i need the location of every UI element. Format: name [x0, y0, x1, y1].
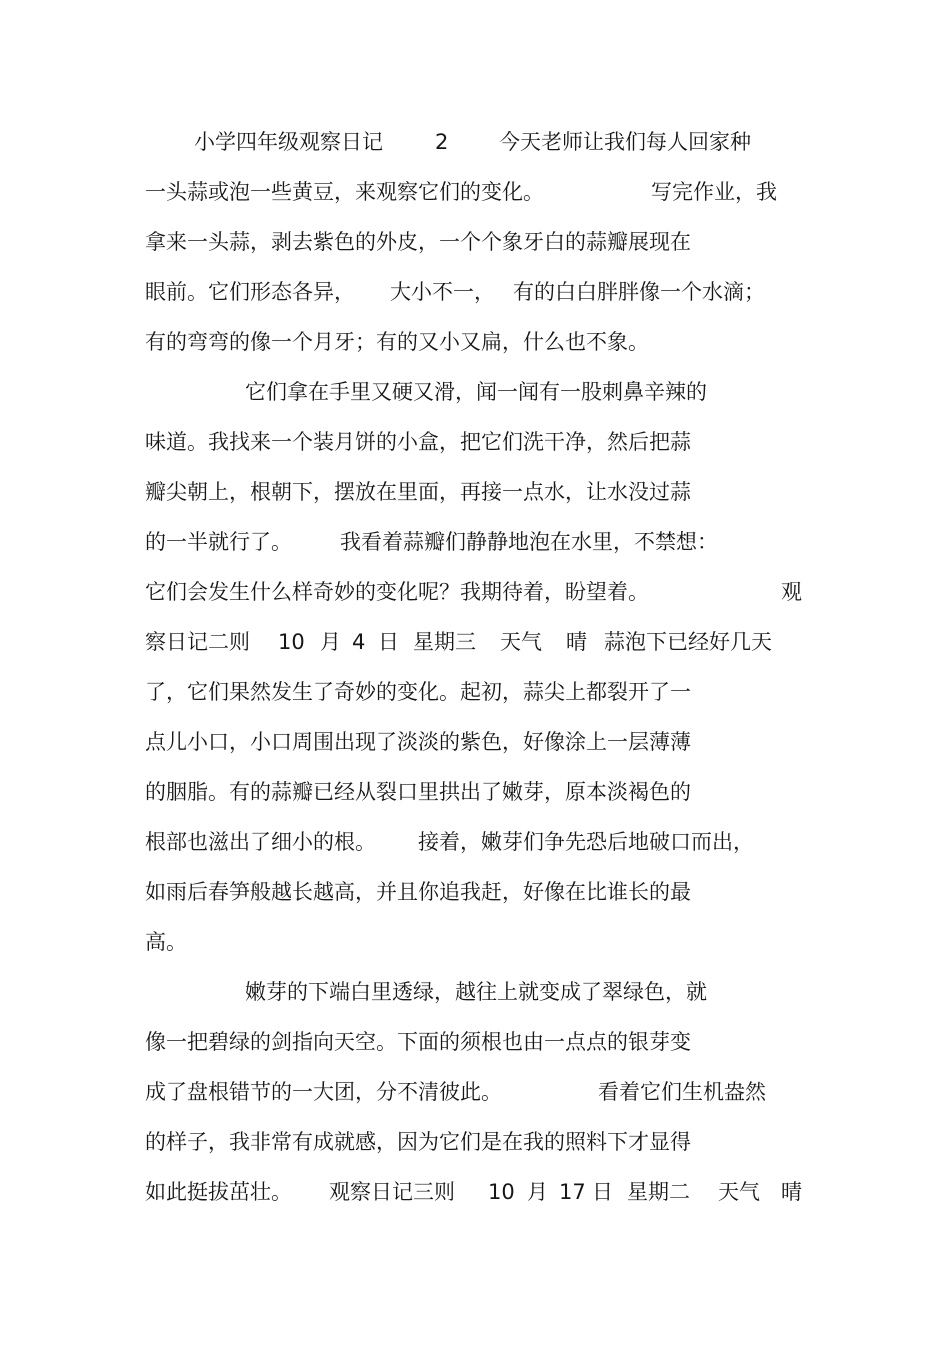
- text-segment: 根部也滋出了细小的根。: [145, 830, 376, 854]
- text-segment: 接着，嫩芽们争先恐后地破口而出，: [418, 830, 754, 854]
- text-segment: 像一把碧绿的剑指向天空。下面的须根也由一点点的银芽变: [145, 1030, 691, 1054]
- text-segment: 小学四年级观察日记: [194, 130, 383, 154]
- text-segment: 如雨后春笋般越长越高，并且你追我赶，好像在比谁长的最: [145, 880, 691, 904]
- text-segment: 了，它们果然发生了奇妙的变化。起初，蒜尖上都裂开了一: [145, 680, 691, 704]
- text-segment: 嫩芽的下端白里透绿，越往上就变成了翠绿色，就: [245, 980, 707, 1004]
- text-segment: 星期二: [627, 1180, 690, 1204]
- text-segment: 它们拿在手里又硬又滑，闻一闻有一股刺鼻辛辣的: [245, 380, 707, 404]
- text-segment: 17: [559, 1180, 586, 1204]
- text-segment: 成了盘根错节的一大团，分不清彼此。: [145, 1080, 502, 1104]
- text-segment: 晴: [566, 630, 587, 654]
- text-segment: 高。: [145, 930, 187, 954]
- text-segment: 有的白白胖胖像一个水滴；: [513, 280, 765, 304]
- text-segment: 我看着蒜瓣们静静地泡在水里，不禁想：: [340, 530, 718, 554]
- text-segment: 观: [781, 580, 802, 604]
- text-segment: 观察日记三则: [329, 1180, 455, 1204]
- text-segment: 的胭脂。有的蒜瓣已经从裂口里拱出了嫩芽，原本淡褐色的: [145, 780, 691, 804]
- text-segment: 日: [378, 630, 399, 654]
- text-segment: 10: [488, 1180, 515, 1204]
- text-segment: 瓣尖朝上，根朝下，摆放在里面，再接一点水，让水没过蒜: [145, 480, 691, 504]
- text-segment: 2: [435, 130, 449, 154]
- text-segment: 大小不一，: [390, 280, 495, 304]
- text-segment: 有的弯弯的像一个月牙；有的又小又扁，什么也不象。: [145, 330, 649, 354]
- text-segment: 天气: [500, 630, 542, 654]
- text-segment: 拿来一头蒜，剥去紫色的外皮，一个个象牙白的蒜瓣展现在: [145, 230, 691, 254]
- text-segment: 一头蒜或泡一些黄豆，来观察它们的变化。: [145, 180, 544, 204]
- text-segment: 它们会发生什么样奇妙的变化呢？我期待着，盼望着。: [145, 580, 649, 604]
- text-segment: 星期三: [413, 630, 476, 654]
- text-segment: 的样子，我非常有成就感，因为它们是在我的照料下才显得: [145, 1130, 691, 1154]
- text-segment: 月: [527, 1180, 548, 1204]
- text-segment: 味道。我找来一个装月饼的小盒，把它们洗干净，然后把蒜: [145, 430, 691, 454]
- text-segment: 看着它们生机盎然: [598, 1080, 766, 1104]
- text-segment: 蒜泡下已经好几天: [604, 630, 772, 654]
- text-segment: 点儿小口，小口周围出现了淡淡的紫色，好像涂上一层薄薄: [145, 730, 691, 754]
- text-segment: 眼前。它们形态各异，: [145, 280, 355, 304]
- text-segment: 晴: [781, 1180, 802, 1204]
- text-segment: 月: [320, 630, 341, 654]
- text-segment: 今天老师让我们每人回家种: [499, 130, 751, 154]
- text-segment: 4: [352, 630, 366, 654]
- text-segment: 天气: [718, 1180, 760, 1204]
- text-segment: 察日记二则: [145, 630, 250, 654]
- text-segment: 的一半就行了。: [145, 530, 292, 554]
- text-segment: 如此挺拔茁壮。: [145, 1180, 292, 1204]
- text-segment: 日: [592, 1180, 613, 1204]
- text-segment: 10: [278, 630, 305, 654]
- text-segment: 写完作业，我: [651, 180, 777, 204]
